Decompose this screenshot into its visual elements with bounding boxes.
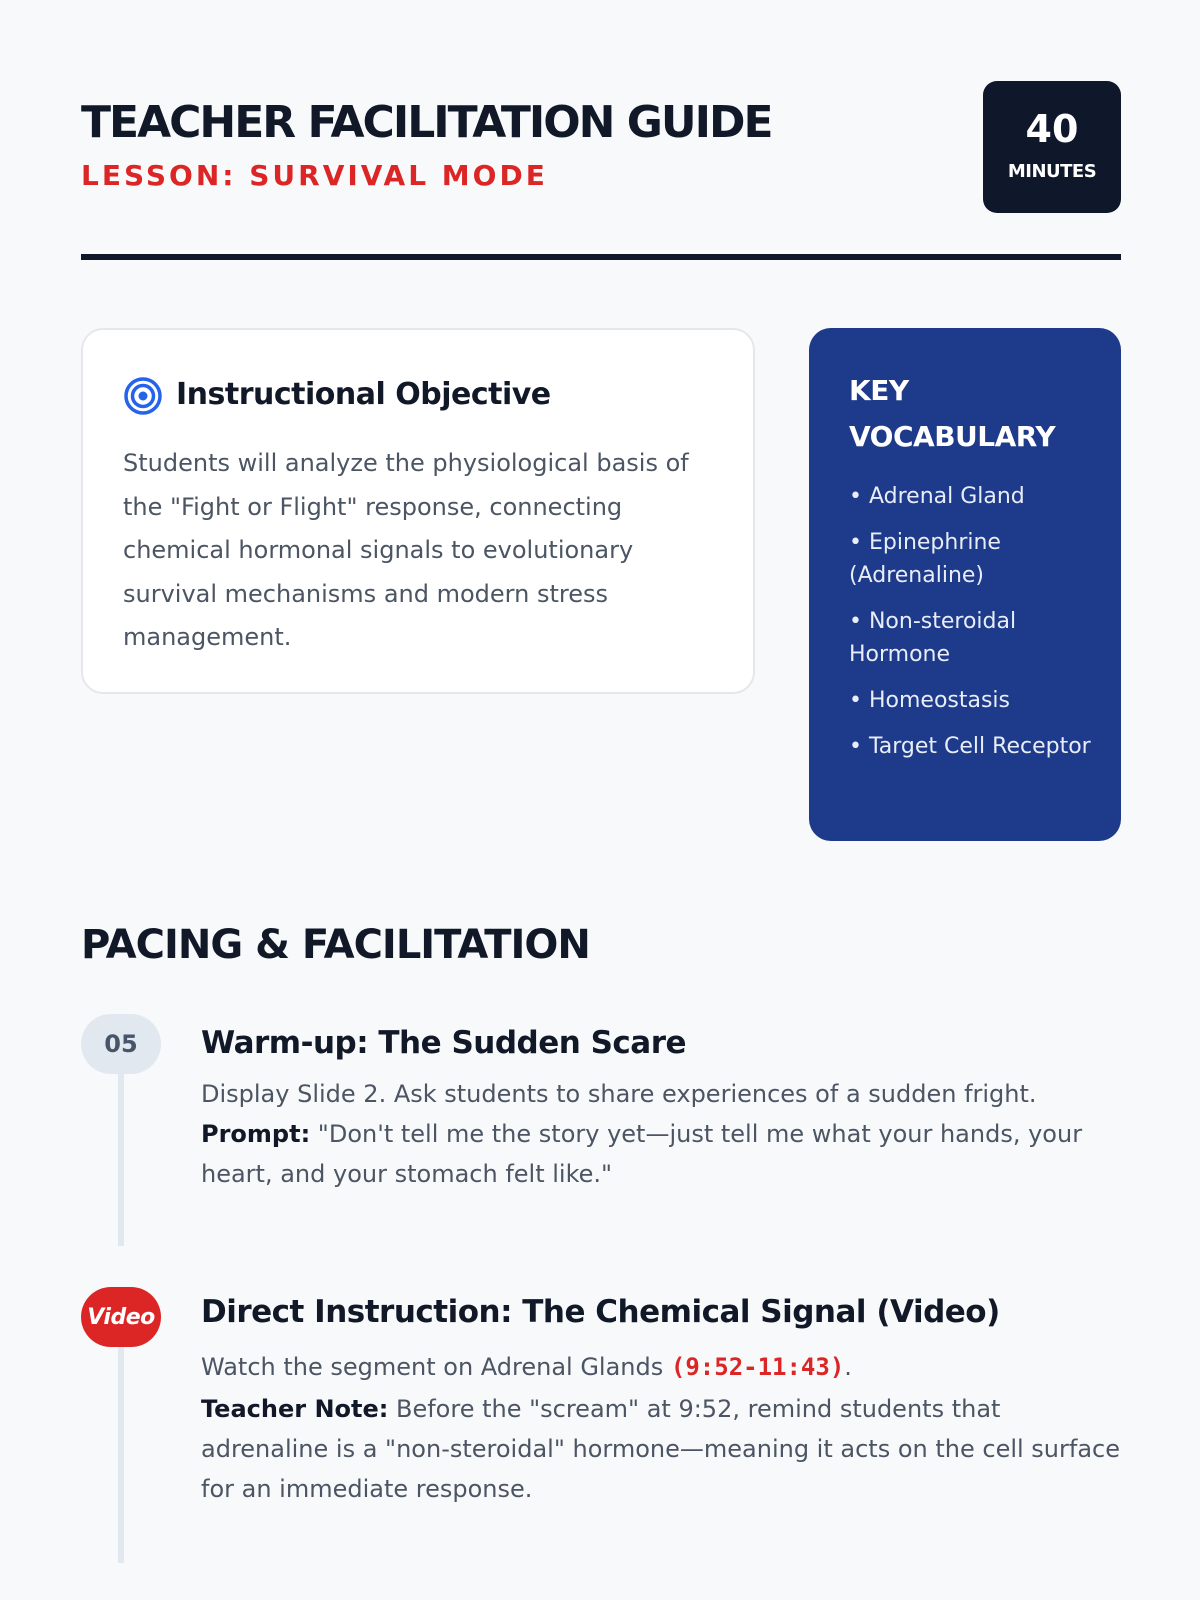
step-instruction (201, 1347, 1121, 1387)
video-badge: Video (81, 1287, 161, 1347)
duration-unit: MINUTES (1007, 161, 1097, 182)
teacher-note-label: Teacher Note: (201, 1395, 389, 1423)
pacing-step-warmup (81, 1014, 1121, 1254)
vocabulary-item: • Target Cell Receptor (849, 734, 1091, 759)
objective-heading: Instructional Objective (176, 377, 551, 412)
step-title: Direct Instruction: The Chemical Signal (Video) (201, 1294, 1000, 1330)
video-timestamp: (9:52-11:43) (670, 1353, 845, 1381)
vocabulary-item: • Adrenal Gland (849, 484, 1025, 509)
vocabulary-card (809, 328, 1121, 841)
lesson-subtitle: LESSON: SURVIVAL MODE (81, 159, 548, 192)
step-prompt (201, 1114, 1121, 1194)
instruction-end: . (844, 1353, 852, 1381)
prompt-label: Prompt: (201, 1120, 311, 1148)
duration-value: 40 (1025, 107, 1079, 151)
vocabulary-item: • Homeostasis (849, 688, 1011, 713)
vocabulary-heading: KEY VOCABULARY (849, 374, 1056, 453)
facilitation-guide-page (81, 0, 1121, 1600)
target-icon (123, 376, 163, 416)
instruction-text: Watch the segment on Adrenal Glands (201, 1353, 671, 1381)
objective-card (81, 328, 755, 694)
duration-badge (983, 81, 1121, 213)
step-instruction: Display Slide 2. Ask students to share experiences of a sudden fright. (201, 1080, 1037, 1108)
objective-body: Students will analyze the physiological basis of the "Fight or Flight" response, connecting chemical hormonal signals to evolutionary survival mechanisms and modern stress management. (123, 449, 689, 651)
timeline-rail (118, 1347, 124, 1563)
pacing-step-video (81, 1287, 1121, 1587)
step-body (201, 1347, 1121, 1509)
timeline-rail (118, 1074, 124, 1246)
teacher-note (201, 1389, 1121, 1509)
vocabulary-item: • Non-steroidal Hormone (849, 609, 1017, 667)
prompt-text: "Don't tell me the story yet—just tell me what your hands, your heart, and your stomach felt like." (201, 1120, 1083, 1188)
step-body (201, 1074, 1121, 1194)
step-minutes-badge: 05 (81, 1014, 161, 1074)
vocabulary-item: • Epinephrine (Adrenaline) (849, 530, 1001, 588)
page-title: TEACHER FACILITATION GUIDE (81, 97, 772, 148)
vocabulary-list (849, 480, 1099, 776)
teacher-note-text: Before the "scream" at 9:52, remind students that adrenaline is a "non-steroidal" hormone—meaning it acts on the cell surface for an immediate response. (201, 1395, 1120, 1503)
pacing-heading: PACING & FACILITATION (81, 922, 590, 968)
step-title: Warm-up: The Sudden Scare (201, 1025, 687, 1061)
header-divider (81, 254, 1121, 260)
